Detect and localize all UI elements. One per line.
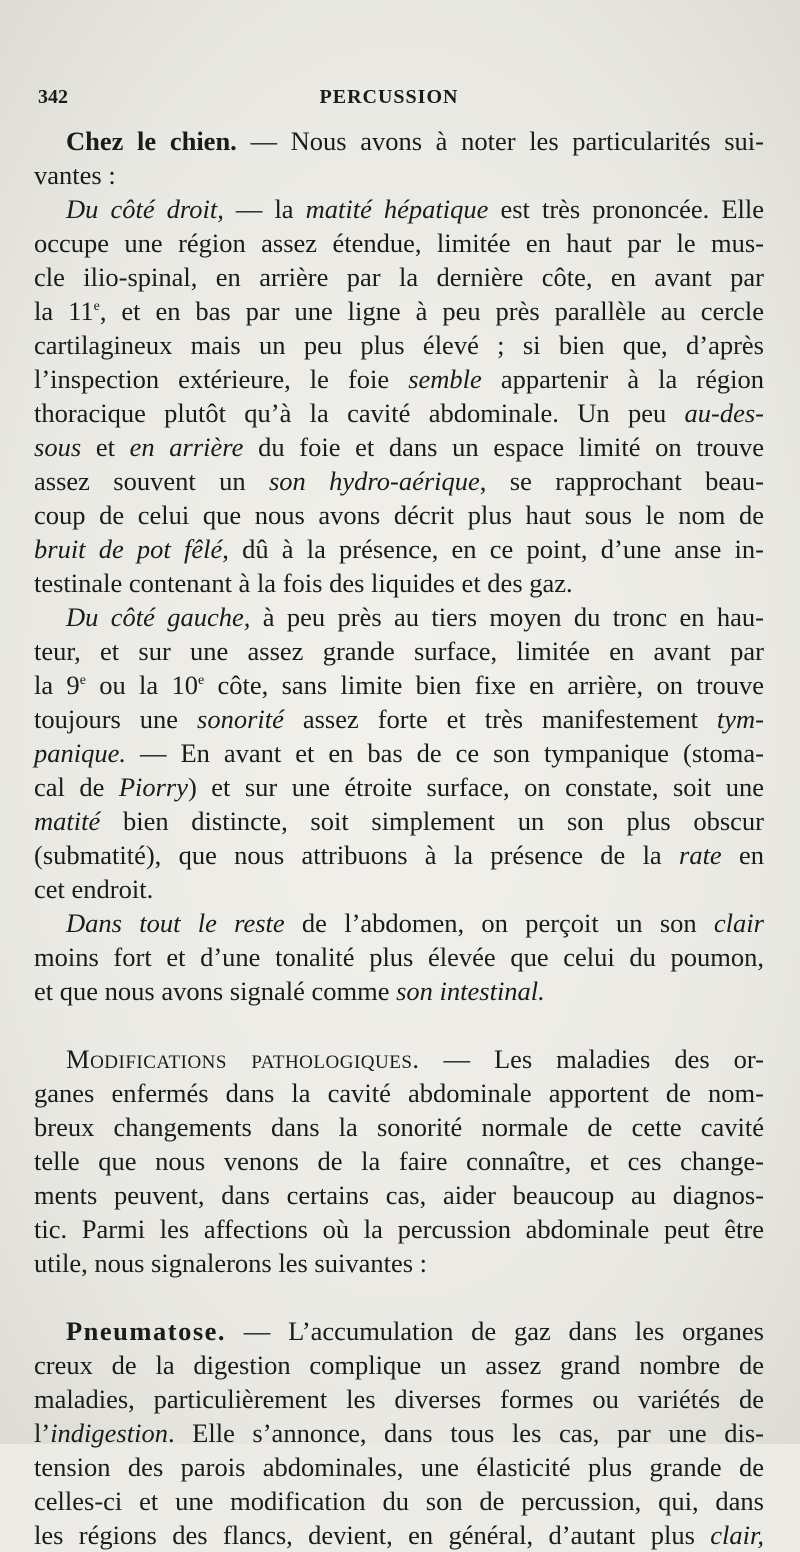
text-line: Chez le chien. — Nous avons à noter les particularités sui- (66, 126, 764, 156)
text-line: coup de celui que nous avons décrit plus haut sous le nom de (34, 500, 764, 530)
text-line: thoracique plutôt qu’à la cavité abdominale. Un peu au-des- (34, 398, 764, 428)
section-heading: Chez le chien. (66, 126, 237, 156)
text-line: Modifications pathologiques. — Les maladies des or- (66, 1044, 764, 1074)
text-line: cle ilio-spinal, en arrière par la dernière côte, en avant par (34, 262, 764, 292)
text-line: (submatité), que nous attribuons à la présence de la rate en (34, 840, 764, 870)
text-line: maladies, particulièrement les diverses formes ou variétés de (34, 1384, 764, 1414)
text-line: sous et en arrière du foie et dans un espace limité on trouve (34, 432, 764, 462)
text-line: occupe une région assez étendue, limitée en haut par le mus- (34, 228, 764, 258)
text-line: toujours une sonorité assez forte et très manifestement tym- (34, 704, 765, 734)
text-line: moins fort et d’une tonalité plus élevée que celui du poumon, (34, 942, 764, 972)
text-line: tension des parois abdominales, une élasticité plus grande de (34, 1452, 764, 1482)
text-line: bruit de pot fêlé, dû à la présence, en ce point, d’une anse in- (34, 534, 764, 564)
text-line: celles-ci et une modification du son de percussion, qui, dans (34, 1486, 764, 1516)
paragraph-gap (34, 1280, 764, 1314)
text-line: breux changements dans la sonorité normale de cette cavité (34, 1112, 764, 1142)
text-line: creux de la digestion complique un assez grand nombre de (34, 1350, 764, 1380)
text-line: assez souvent un son hydro-aérique, se rapprochant beau- (34, 466, 764, 496)
paragraph-gap (34, 1008, 764, 1042)
text-line: Du côté droit, — la matité hépatique est très prononcée. Elle (66, 194, 764, 224)
text-line: matité bien distincte, soit simplement un son plus obscur (34, 806, 764, 836)
text-line: telle que nous venons de la faire connaître, et ces change- (34, 1146, 764, 1176)
text-line: panique. — En avant et en bas de ce son tympanique (stoma- (34, 738, 764, 768)
page-header (38, 86, 740, 116)
text-line: testinale contenant à la fois des liquides et des gaz. (34, 568, 573, 598)
text-line: la 11e, et en bas par une ligne à peu près parallèle au cercle (34, 296, 764, 326)
text-line: et que nous avons signalé comme son intestinal. (34, 976, 545, 1006)
text-line: l’indigestion. Elle s’annonce, dans tous les cas, par une dis- (34, 1418, 764, 1448)
text-line: cal de Piorry) et sur une étroite surface, on constate, soit une (34, 772, 764, 802)
text-line: utile, nous signalerons les suivantes : (34, 1248, 428, 1278)
text-line: vantes : (34, 160, 116, 190)
section-heading: Pneumatose. (66, 1316, 227, 1346)
text-line: Dans tout le reste de l’abdomen, on perçoit un son clair (66, 908, 764, 938)
page-number: 342 (38, 86, 68, 108)
text-line: ganes enfermés dans la cavité abdominale apportent de nom- (34, 1078, 764, 1108)
text-line: teur, et sur une assez grande surface, limitée en avant par (34, 636, 764, 666)
text-line: les régions des flancs, devient, en général, d’autant plus clair, (34, 1520, 764, 1550)
text-line: cet endroit. (34, 874, 154, 904)
section-heading: Modifications pathologiques. (66, 1044, 420, 1074)
text-line: cartilagineux mais un peu plus élevé ; si bien que, d’après (34, 330, 764, 360)
text-line: tic. Parmi les affections où la percussion abdominale peut être (34, 1214, 764, 1244)
running-title: PERCUSSION (319, 86, 459, 108)
text-line: ments peuvent, dans certains cas, aider beaucoup au diagnos- (34, 1180, 764, 1210)
page-body (34, 124, 764, 1552)
text-line: Du côté gauche, à peu près au tiers moyen du tronc en hau- (66, 602, 764, 632)
text-line: la 9e ou la 10e côte, sans limite bien fixe en arrière, on trouve (34, 670, 764, 700)
text-line: Pneumatose. — L’accumulation de gaz dans les organes (66, 1316, 764, 1346)
text-line: l’inspection extérieure, le foie semble appartenir à la région (34, 364, 765, 394)
